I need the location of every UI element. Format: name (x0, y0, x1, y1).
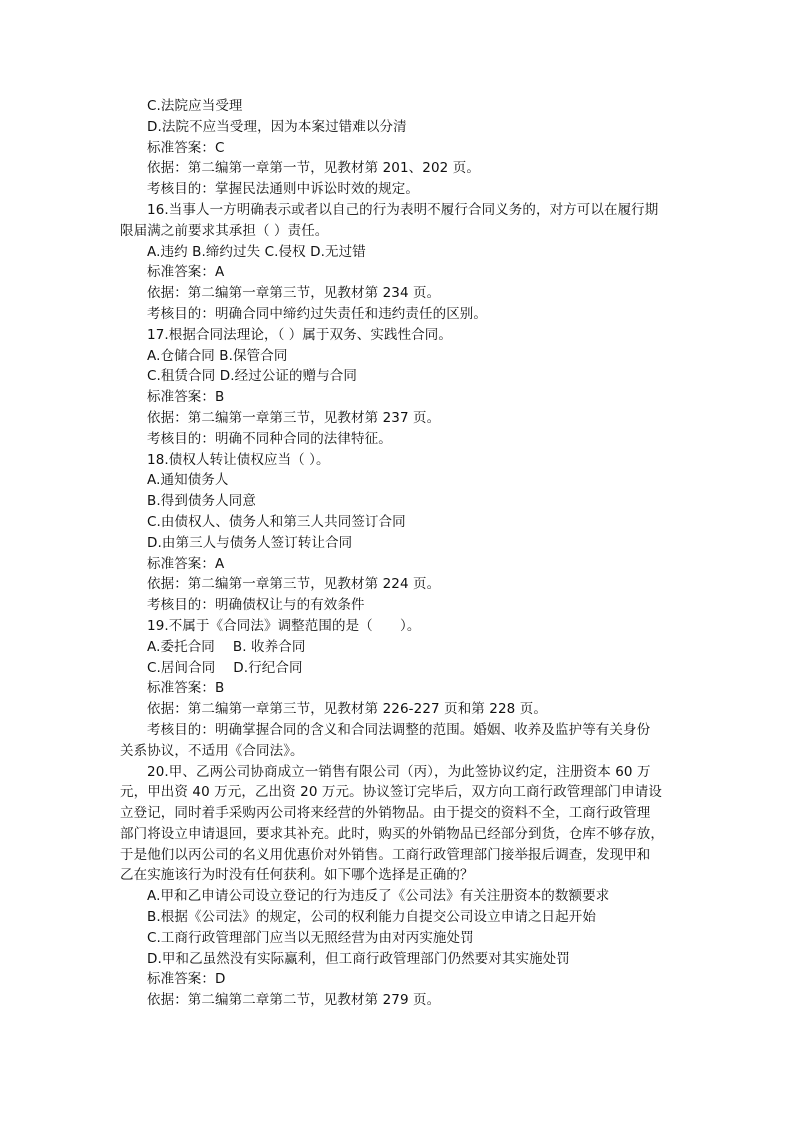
reference-basis: 依据：第二编第二章第二节，见教材第 279 页。 (147, 992, 441, 1009)
question-stem: 18.债权人转让债权应当（ ）。 (147, 451, 330, 468)
question-stem: 20.甲、乙两公司协商成立一销售有限公司（丙），为此签协议约定，注册资本 60 万 (147, 763, 651, 780)
text-line: 元，甲出资 40 万元，乙出资 20 万元。协议签订完毕后，双方向工商行政管理部门申请设 (120, 784, 662, 801)
reference-basis: 依据：第二编第一章第三节，见教材第 224 页。 (147, 576, 441, 593)
standard-answer: 标准答案：A (147, 555, 225, 572)
text-line: 乙在实施该行为时没有任何获利。如下哪个选择是正确的？ (120, 867, 474, 884)
assessment-objective: 考核目的：明确债权让与的有效条件 (147, 597, 365, 614)
answer-option: D.法院不应当受理，因为本案过错难以分清 (147, 118, 407, 135)
text-line: 部门将设立申请退回，要求其补充。此时，购买的外销物品已经部分到货，仓库不够存放， (120, 825, 664, 842)
standard-answer: 标准答案：C (147, 139, 225, 156)
question-stem: 16.当事人一方明确表示或者以自己的行为表明不履行合同义务的，对方可以在履行期 (147, 201, 659, 218)
answer-option: A.甲和乙申请公司设立登记的行为违反了《公司法》有关注册资本的数额要求 (147, 888, 610, 905)
answer-option: C.由债权人、债务人和第三人共同签订合同 (147, 513, 406, 530)
answer-option: C.居间合同 D.行纪合同 (147, 659, 303, 676)
reference-basis: 依据：第二编第一章第一节，见教材第 201、202 页。 (147, 160, 480, 177)
standard-answer: 标准答案：A (147, 264, 225, 281)
answer-option: A.通知债务人 (147, 472, 229, 489)
answer-option: D.由第三人与债务人签订转让合同 (147, 534, 353, 551)
assessment-objective: 考核目的：掌握民法通则中诉讼时效的规定。 (147, 181, 419, 198)
standard-answer: 标准答案：B (147, 680, 225, 697)
text-line: 限届满之前要求其承担（ ）责任。 (120, 222, 329, 239)
question-stem: 17.根据合同法理论，（ ）属于双务、实践性合同。 (147, 326, 453, 343)
reference-basis: 依据：第二编第一章第三节，见教材第 234 页。 (147, 285, 441, 302)
answer-option: D.甲和乙虽然没有实际赢利，但工商行政管理部门仍然要对其实施处罚 (147, 950, 570, 967)
text-line: 于是他们以丙公司的名义用优惠价对外销售。工商行政管理部门接举报后调查，发现甲和 (120, 846, 651, 863)
reference-basis: 依据：第二编第一章第三节，见教材第 226-227 页和第 228 页。 (147, 701, 547, 718)
answer-option: C.工商行政管理部门应当以无照经营为由对丙实施处罚 (147, 929, 474, 946)
answer-option: B.得到债务人同意 (147, 493, 256, 510)
assessment-objective: 考核目的：明确不同种合同的法律特征。 (147, 430, 392, 447)
text-line: 立登记，同时着手采购丙公司将来经营的外销物品。由于提交的资料不全，工商行政管理 (120, 805, 651, 822)
question-stem: 19.不属于《合同法》调整范围的是（ ）。 (147, 617, 421, 634)
answer-option: A.违约 B.缔约过失 C.侵权 D.无过错 (147, 243, 366, 260)
standard-answer: 标准答案：D (147, 971, 226, 988)
answer-option: B.根据《公司法》的规定，公司的权利能力自提交公司设立申请之日起开始 (147, 909, 596, 926)
answer-option: A.仓储合同 B.保管合同 (147, 347, 288, 364)
assessment-objective: 考核目的：明确合同中缔约过失责任和违约责任的区别。 (147, 305, 487, 322)
document-body (120, 96, 680, 1011)
text-line: 关系协议，不适用《合同法》。 (120, 742, 304, 759)
answer-option: C.法院应当受理 (147, 98, 243, 114)
reference-basis: 依据：第二编第一章第三节，见教材第 237 页。 (147, 409, 441, 426)
assessment-objective: 考核目的：明确掌握合同的含义和合同法调整的范围。婚姻、收养及监护等有关身份 (147, 721, 651, 738)
answer-option: A.委托合同 B. 收养合同 (147, 638, 306, 655)
answer-option: C.租赁合同 D.经过公证的赠与合同 (147, 368, 357, 385)
standard-answer: 标准答案：B (147, 389, 225, 406)
